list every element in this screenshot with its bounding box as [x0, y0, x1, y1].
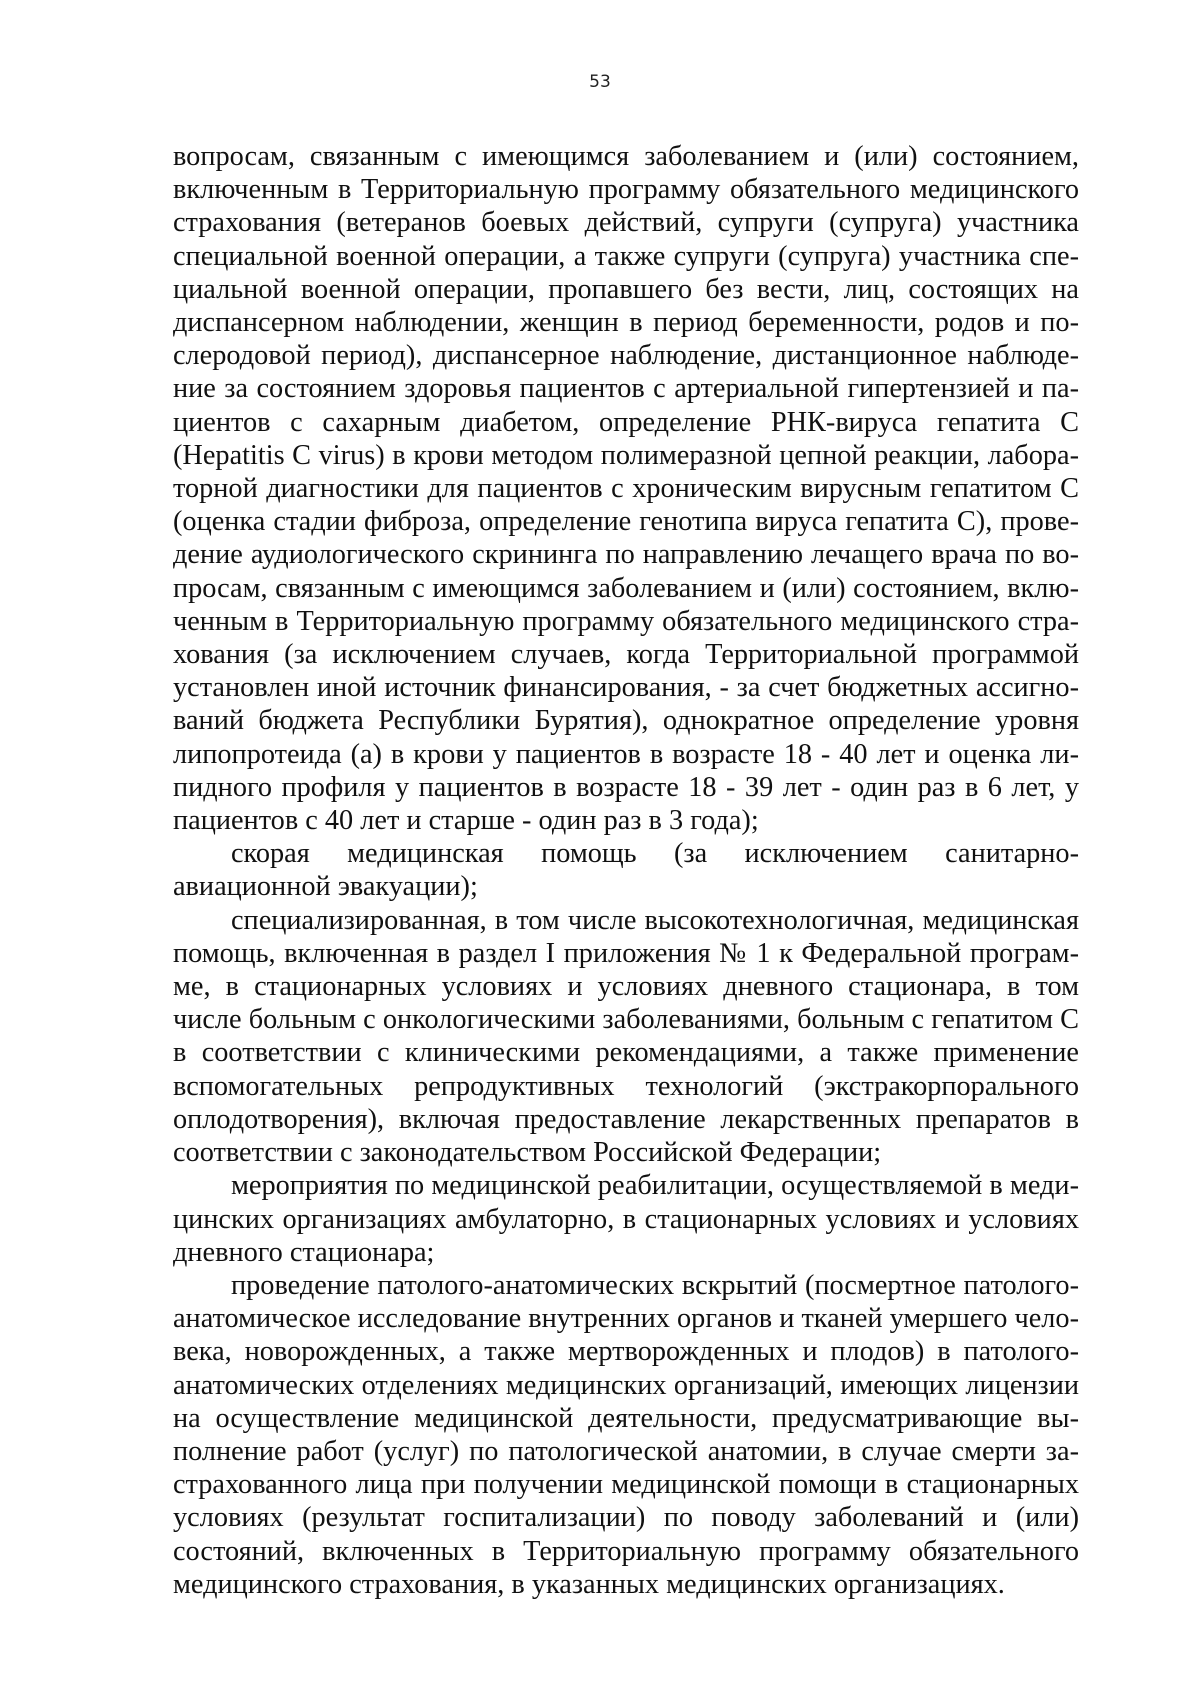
page-number: 53: [589, 72, 611, 92]
paragraph-specialized-care: специализированная, в том числе высокотехнологичная, медицинская помощь, включенная в раздел I приложения № 1 к Федеральной программе, в стационарных условиях и условиях дневного стационара, в том числе больным с онкологическими заболеваниями, больным с гепатитом C в соответствии с клиническими рекомендациями, а также применение вспомогательных репродуктивных технологий (экстракорпорального оплодотворения), включая предоставление лекарственных препаратов в соответствии с законодательством Российской Федерации;: [173, 904, 1079, 1169]
paragraph-continued: вопросам, связанным с имеющимся заболеванием и (или) состоянием, включенным в Территориальную программу обязательного медицинского страхования (ветеранов боевых действий, супруги (супруга) участника специальной военной операции, а также супруги (супруга) участника специальной военной операции, пропавшего без вести, лиц, состоящих на диспансерном наблюдении, женщин в период беременности, родов и послеродовой период), диспансерное наблюдение, дистанционное наблюдение за состоянием здоровья пациентов с артериальной гипертензией и пациентов с сахарным диабетом, определение РНК-вируса гепатита C (Hepatitis C virus) в крови методом полимеразной цепной реакции, лабораторной диагностики для пациентов с хроническим вирусным гепатитом C (оценка стадии фиброза, определение генотипа вируса гепатита C), проведение аудиологического скрининга по направлению лечащего врача по вопросам, связанным с имеющимся заболеванием и (или) состоянием, включенным в Территориальную программу обязательного медицинского страхования (за исключением случаев, когда Территориальной программой установлен иной источник финансирования, - за счет бюджетных ассигнований бюджета Республики Бурятия), однократное определение уровня липопротеида (а) в крови у пациентов в возрасте 18 - 40 лет и оценка липидного профиля у пациентов в возрасте 18 - 39 лет - один раз в 6 лет, у пациентов с 40 лет и старше - один раз в 3 года);: [173, 141, 1079, 837]
paragraph-autopsies: проведение патолого-анатомических вскрытий (посмертное патолого-анатомическое исследование внутренних органов и тканей умершего человека, новорожденных, а также мертворожденных и плодов) в патолого-анатомических отделениях медицинских организаций, имеющих лицензии на осуществление медицинской деятельности, предусматривающие выполнение работ (услуг) по патологической анатомии, в случае смерти застрахованного лица при получении медицинской помощи в стационарных условиях (результат госпитализации) по поводу заболеваний и (или) состояний, включенных в Территориальную программу обязательного медицинского страхования, в указанных медицинских организациях.: [173, 1269, 1079, 1600]
paragraph-rehabilitation: мероприятия по медицинской реабилитации, осуществляемой в медицинских организациях амбулаторно, в стационарных условиях и условиях дневного стационара;: [173, 1170, 1079, 1268]
document-body: [173, 140, 1079, 1601]
paragraph-emergency-care: скорая медицинская помощь (за исключением санитарно-авиационной эвакуации);: [173, 838, 1079, 903]
